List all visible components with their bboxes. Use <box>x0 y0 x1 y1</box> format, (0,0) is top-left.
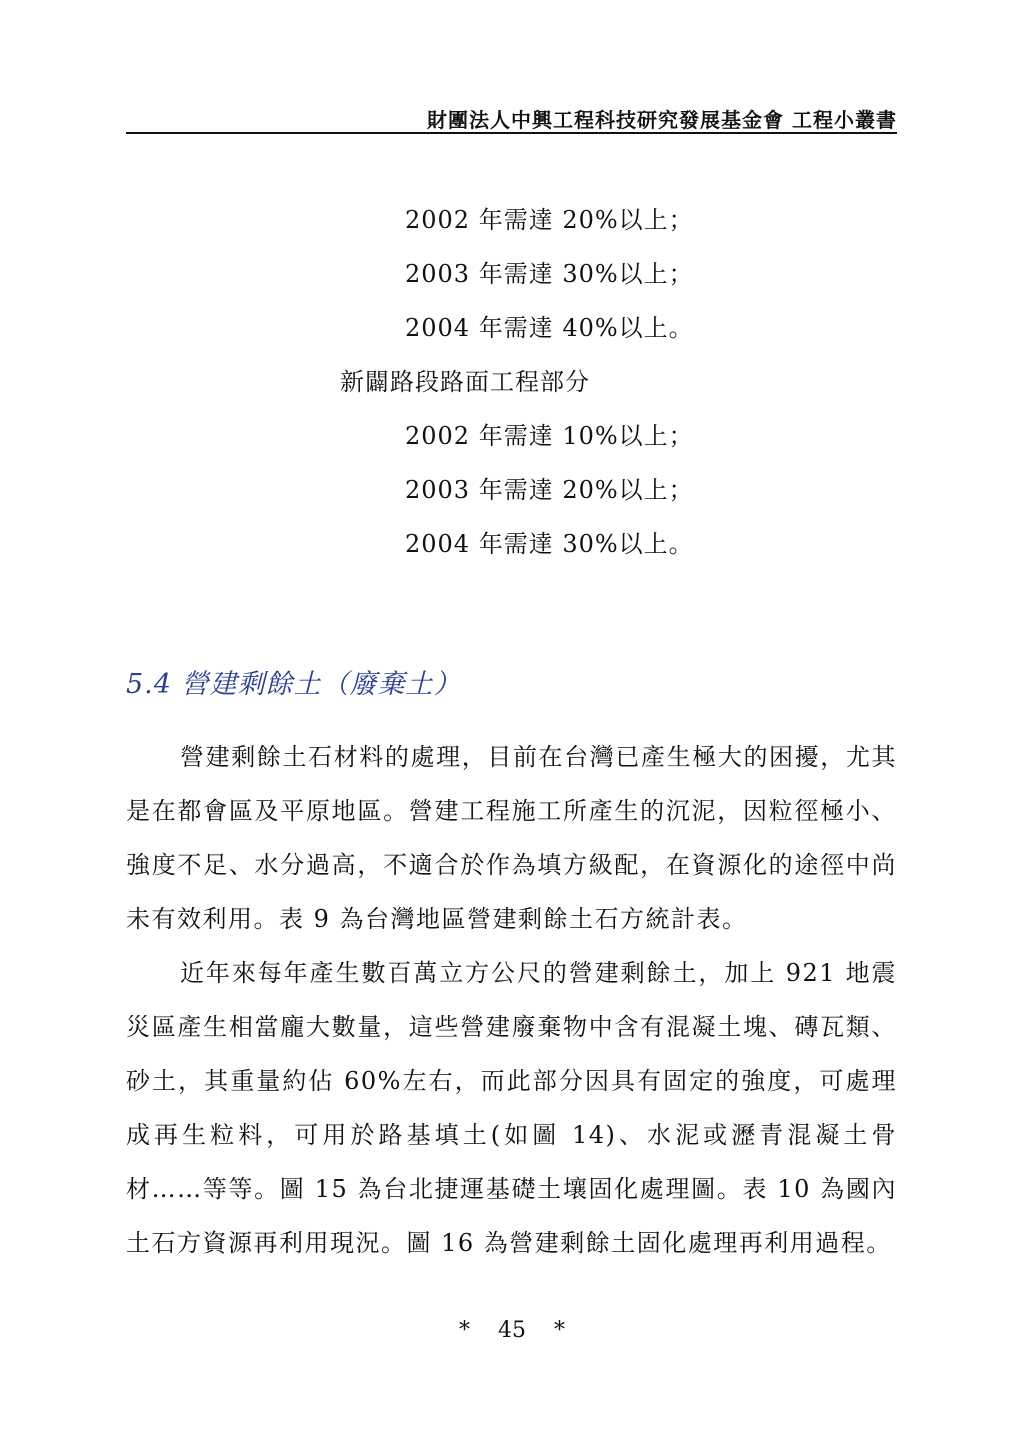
requirement-line: 2004 年需達 40%以上。 <box>405 314 694 342</box>
page-number: * 45 * <box>459 1318 565 1343</box>
requirement-line: 2004 年需達 30%以上。 <box>405 530 694 558</box>
body-paragraph: 近年來每年產生數百萬立方公尺的營建剩餘土，加上 921 地震災區產生相當龐大數量，這些營建廢棄物中含有混凝土塊、磚瓦類、砂土，其重量約佔 60%左右，而此部分因具有固定的強度，可處理成再生粒料，可用於路基填土(如圖 14)、水泥或瀝青混凝土骨材……等等。圖 15 為台北捷運基礎土壤固化處理圖。表 10 為國內土石方資源再利用現況。圖 16 為營建剩餘土固化處理再利用過程。 <box>126 959 897 1257</box>
requirement-line: 2002 年需達 10%以上； <box>405 422 694 450</box>
header-title: 財團法人中興工程科技研究發展基金會 工程小叢書 <box>427 108 897 132</box>
requirement-line: 2002 年需達 20%以上； <box>405 206 694 234</box>
requirement-line: 2003 年需達 20%以上； <box>405 476 694 504</box>
body-paragraph: 營建剩餘土石材料的處理，目前在台灣已產生極大的困擾，尤其是在都會區及平原地區。營建工程施工所產生的沉泥，因粒徑極小、強度不足、水分過高，不適合於作為填方級配，在資源化的途徑中尚未有效利用。表 9 為台灣地區營建剩餘土石方統計表。 <box>126 743 897 933</box>
requirement-line: 2003 年需達 30%以上； <box>405 260 694 288</box>
new-section-label: 新闢路段路面工程部分 <box>340 368 590 396</box>
section-heading: 5.4 營建剩餘土（廢棄土） <box>126 669 462 700</box>
page-header <box>126 104 897 134</box>
